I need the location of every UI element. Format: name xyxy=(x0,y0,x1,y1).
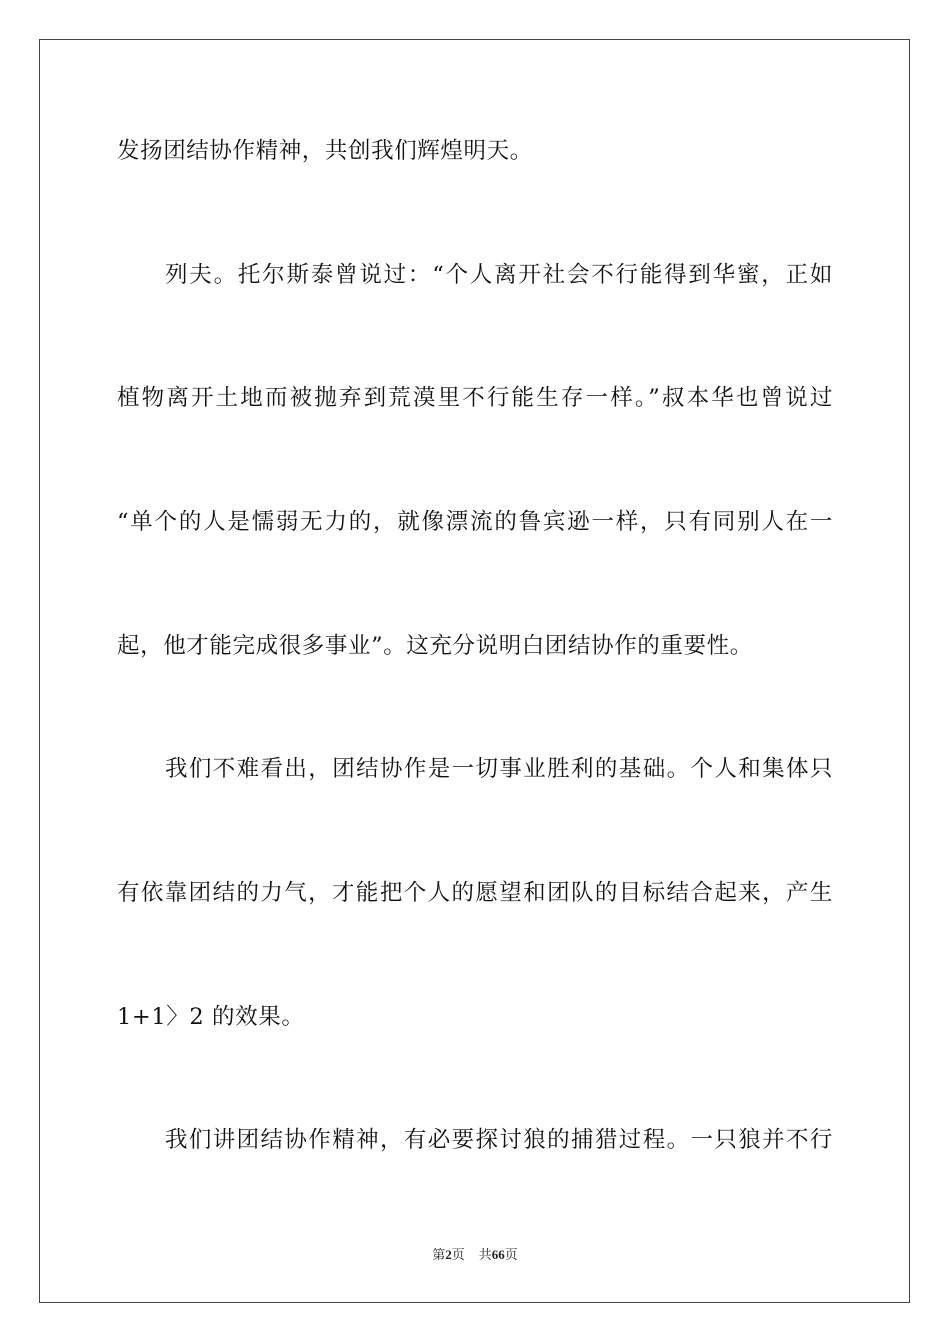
page-border xyxy=(39,39,910,1303)
total-page-number: 66 xyxy=(491,1247,505,1262)
text-line-2: 列夫。托尔斯泰曾说过：“个人离开社会不行能得到华蜜，正如 xyxy=(165,262,833,288)
text-line-1: 发扬团结协作精神，共创我们辉煌明天。 xyxy=(117,138,533,164)
text-line-4: “单个的人是懦弱无力的，就像漂流的鲁宾逊一样，只有同别人在一 xyxy=(117,509,833,535)
total-label-prefix: 共 xyxy=(478,1248,492,1263)
total-label-suffix: 页 xyxy=(504,1248,518,1263)
text-line-9: 我们讲团结协作精神，有必要探讨狼的捕猎过程。一只狼并不行 xyxy=(165,1127,833,1153)
text-line-3: 植物离开土地而被抛弃到荒漠里不行能生存一样。”叔本华也曾说过 xyxy=(117,385,833,411)
page-label-prefix: 第 xyxy=(432,1248,446,1263)
text-line-6: 我们不难看出，团结协作是一切事业胜利的基础。个人和集体只 xyxy=(165,756,833,782)
text-line-5: 起，他才能完成很多事业”。这充分说明白团结协作的重要性。 xyxy=(117,633,753,659)
current-page-number: 2 xyxy=(445,1247,452,1262)
text-line-8: 1+1〉2 的效果。 xyxy=(117,1004,305,1030)
page-footer xyxy=(0,1246,950,1265)
text-line-7: 有依靠团结的力气，才能把个人的愿望和团队的目标结合起来，产生 xyxy=(117,880,833,906)
page-label-suffix: 页 xyxy=(451,1248,465,1263)
